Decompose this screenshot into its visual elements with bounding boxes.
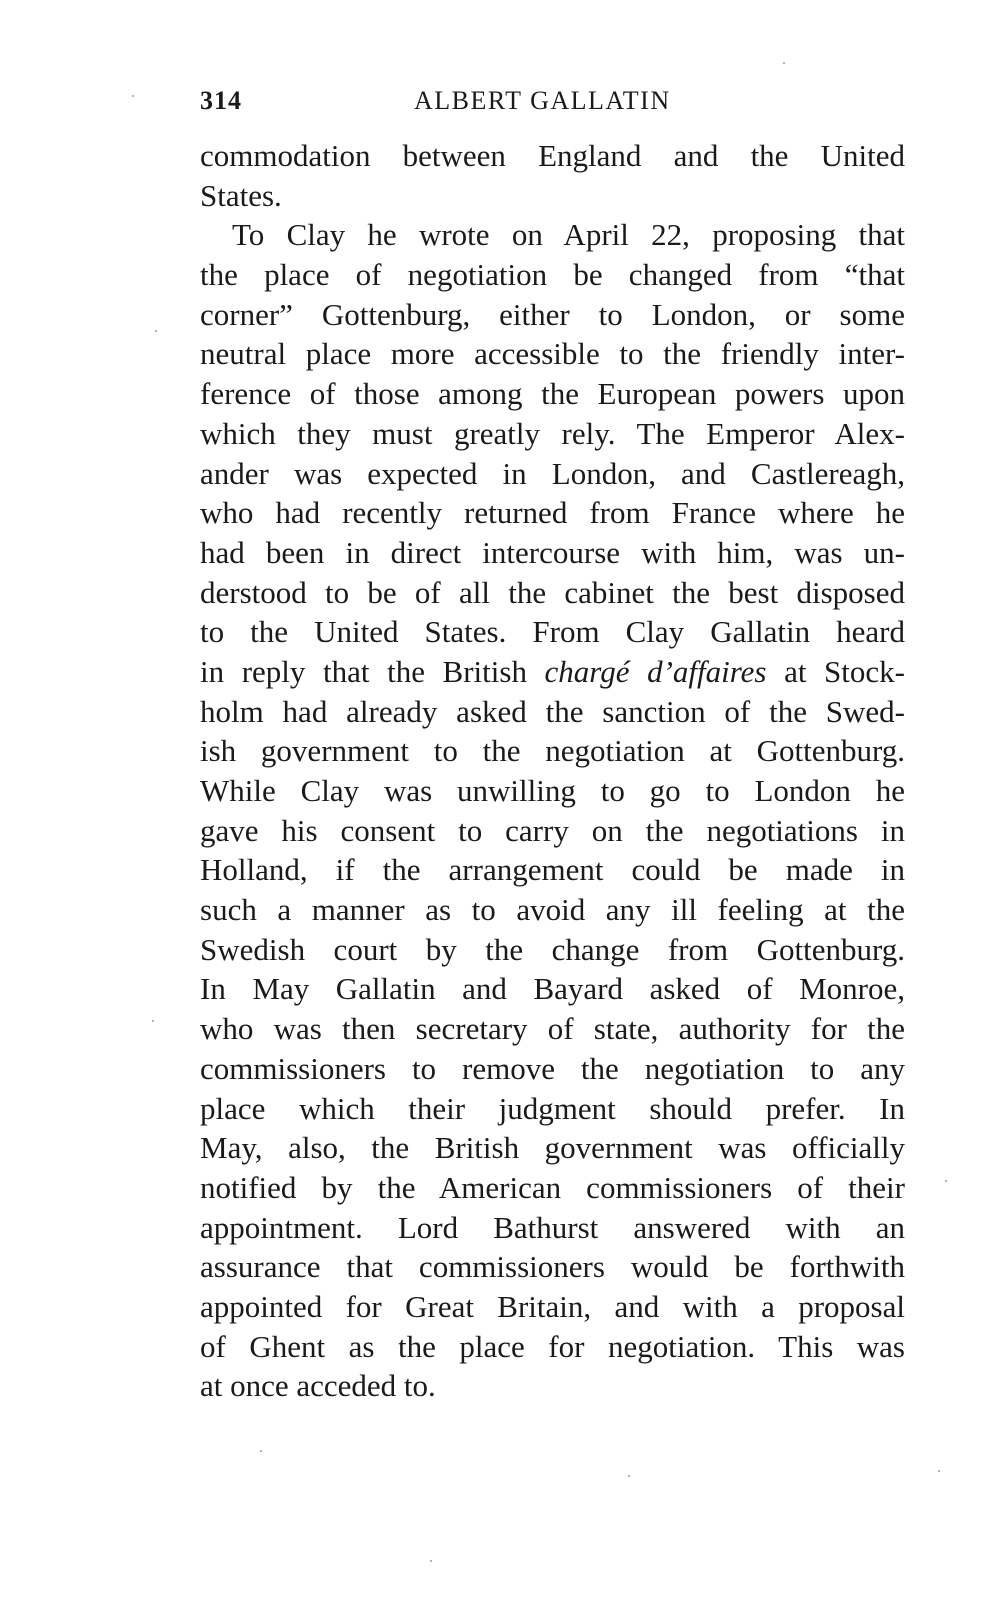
page-number: 314 bbox=[200, 86, 242, 115]
running-head bbox=[200, 86, 905, 126]
text-line: assurance that commissioners would be forthwith bbox=[200, 1249, 905, 1285]
text-line: to the United States. From Clay Gallatin heard bbox=[200, 614, 905, 650]
text-line: holm had already asked the sanction of the Swed- bbox=[200, 693, 905, 729]
text-line: ish government to the negotiation at Gottenburg. bbox=[200, 733, 905, 769]
text-line: who had recently returned from France where he bbox=[200, 495, 905, 531]
text-line: corner” Gottenburg, either to London, or some bbox=[200, 296, 905, 332]
text-line: ference of those among the European powers upon bbox=[200, 376, 905, 412]
text-line: Swedish court by the change from Gottenburg. bbox=[200, 931, 905, 967]
text-line: To Clay he wrote on April 22, proposing that bbox=[232, 217, 905, 253]
text-line: which they must greatly rely. The Emperor Alex- bbox=[200, 415, 905, 451]
text-line: States. bbox=[200, 177, 282, 213]
text-line: such a manner as to avoid any ill feeling at the bbox=[200, 892, 905, 928]
text-line: appointed for Great Britain, and with a proposal bbox=[200, 1288, 905, 1324]
text-line: at once acceded to. bbox=[200, 1368, 436, 1404]
text-line: of Ghent as the place for negotiation. This was bbox=[200, 1328, 905, 1364]
running-title: ALBERT GALLATIN bbox=[414, 86, 671, 115]
text-line: In May Gallatin and Bayard asked of Monroe, bbox=[200, 971, 905, 1007]
text-line: had been in direct intercourse with him, was un- bbox=[200, 534, 905, 570]
text-line: notified by the American commissioners of their bbox=[200, 1169, 905, 1205]
text-line: place which their judgment should prefer. In bbox=[200, 1090, 905, 1126]
text-line: in reply that the British chargé d’affaires at Stock- bbox=[200, 653, 905, 689]
text-line: neutral place more accessible to the friendly inter- bbox=[200, 336, 905, 372]
text-line: ander was expected in London, and Castlereagh, bbox=[200, 455, 905, 491]
text-line: appointment. Lord Bathurst answered with an bbox=[200, 1209, 905, 1245]
text-line: While Clay was unwilling to go to London he bbox=[200, 773, 905, 808]
text-line: gave his consent to carry on the negotiations in bbox=[200, 812, 905, 848]
text-line: the place of negotiation be changed from “that bbox=[200, 257, 905, 293]
italic-phrase: chargé d’affaires bbox=[544, 653, 767, 689]
text-line: May, also, the British government was officially bbox=[200, 1130, 905, 1166]
text-line: commissioners to remove the negotiation to any bbox=[200, 1050, 905, 1086]
text-line: commodation between England and the United bbox=[200, 138, 905, 173]
text-line: who was then secretary of state, authority for the bbox=[200, 1011, 905, 1047]
body-text bbox=[200, 136, 905, 1406]
text-line: Holland, if the arrangement could be made in bbox=[200, 852, 905, 888]
text-line: derstood to be of all the cabinet the best disposed bbox=[200, 574, 905, 610]
